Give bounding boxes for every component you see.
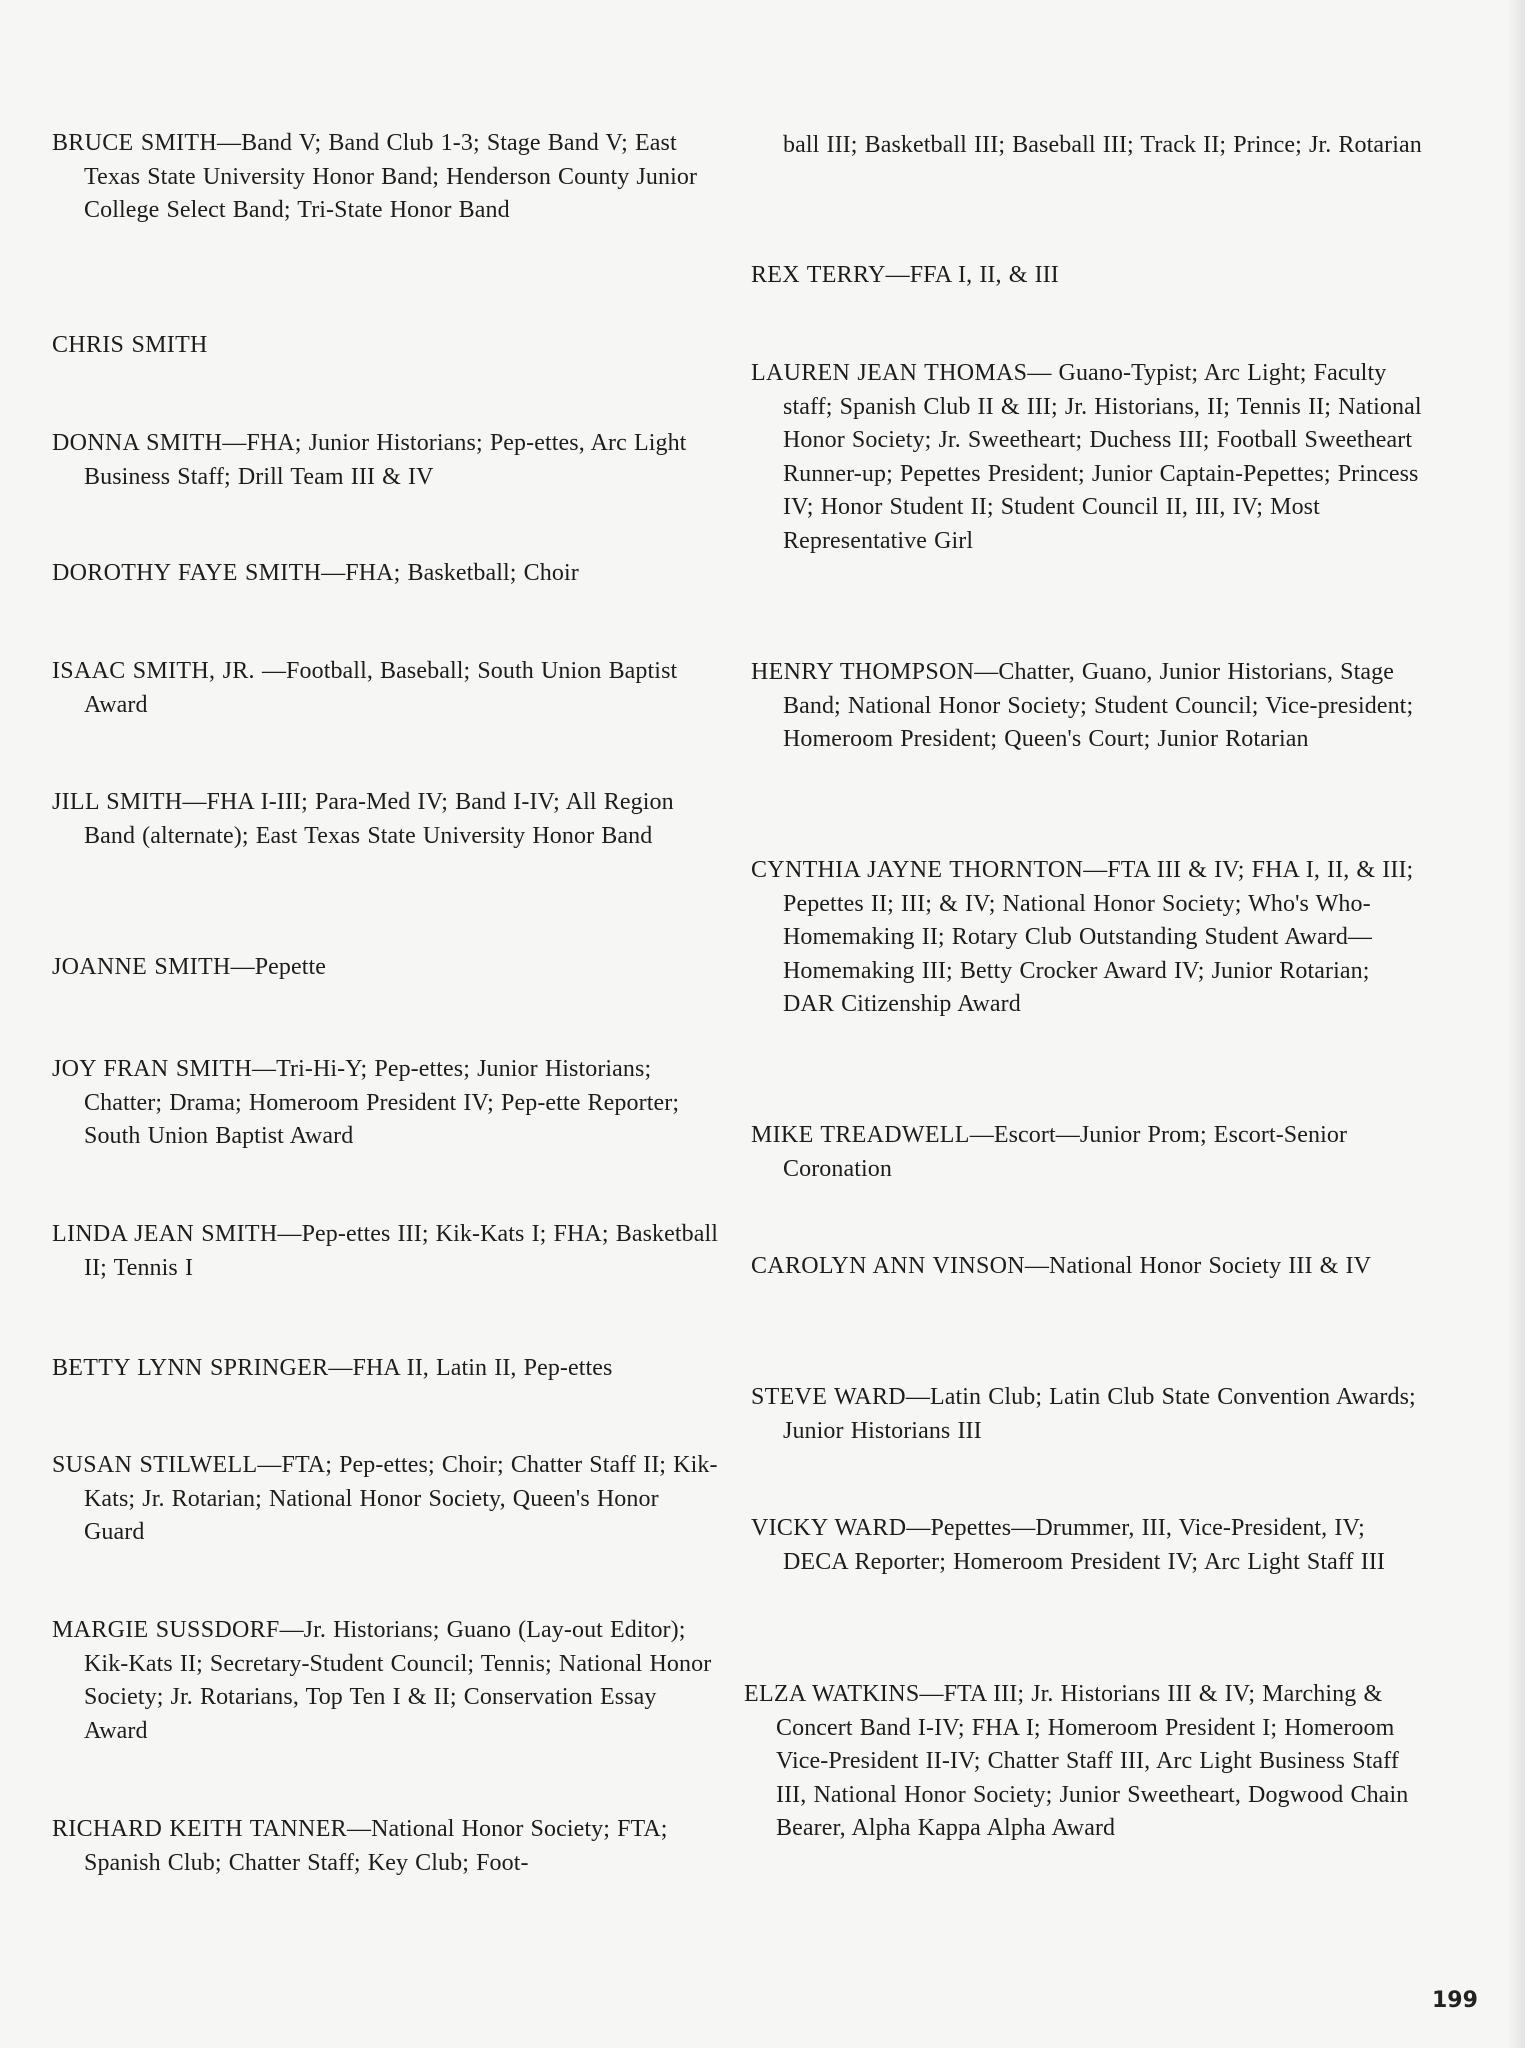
entry-rex-terry bbox=[751, 259, 1423, 293]
entry-details: —Pepettes—Drummer, III, Vice-President, IV; DECA Reporter; Homeroom President IV; Arc Light Staff III bbox=[783, 1515, 1386, 1575]
entry-name: MIKE TREADWELL bbox=[751, 1122, 970, 1148]
entry-cynthia-jayne-thornton bbox=[751, 854, 1423, 1022]
entry-details: ball III; Basketball III; Baseball III; Track II; Prince; Jr. Rotarian bbox=[783, 132, 1422, 158]
entry-chris-smith bbox=[52, 329, 724, 363]
entry-joanne-smith bbox=[52, 951, 724, 985]
entry-dorothy-faye-smith bbox=[52, 557, 724, 591]
entry-name: RICHARD KEITH TANNER bbox=[52, 1816, 347, 1842]
entry-details: —FTA III & IV; FHA I, II, & III; Pepettes II; III; & IV; National Honor Society; Who's Who-Homemaking II; Rotary Club Outstanding Student Award—Homemaking III; Betty Crocker Award IV; Junior Rotarian; DAR Citizenship Award bbox=[783, 857, 1414, 1017]
entry-details: —FHA II, Latin II, Pep-ettes bbox=[328, 1355, 613, 1381]
entry-name: CAROLYN ANN VINSON bbox=[751, 1253, 1025, 1279]
entry-details: —FHA I-III; Para-Med IV; Band I-IV; All Region Band (alternate); East Texas State University Honor Band bbox=[84, 789, 674, 849]
entry-isaac-smith bbox=[52, 655, 724, 722]
entry-details: —Jr. Historians; Guano (Lay-out Editor); Kik-Kats II; Secretary-Student Council; Tennis; National Honor Society; Jr. Rotarians, Top Ten I & II; Conservation Essay Award bbox=[84, 1617, 712, 1744]
entry-joy-fran-smith bbox=[52, 1053, 724, 1154]
entry-name: LINDA JEAN SMITH bbox=[52, 1221, 278, 1247]
entry-richard-keith-tanner bbox=[52, 1813, 724, 1880]
entry-details: — Guano-Typist; Arc Light; Faculty staff; Spanish Club II & III; Jr. Historians, II; Tennis II; National Honor Society; Jr. Sweetheart; Duchess III; Football Sweetheart Runner-up; Pepettes President; Junior Captain-Pepettes; Princess IV; Honor Student II; Student Council II, III, IV; Most Representative Girl bbox=[783, 360, 1422, 554]
entry-tanner-continued bbox=[751, 129, 1423, 163]
entry-name: DOROTHY FAYE SMITH bbox=[52, 560, 322, 586]
entry-steve-ward bbox=[751, 1381, 1423, 1448]
entry-elza-watkins bbox=[744, 1678, 1416, 1846]
entry-name: BETTY LYNN SPRINGER bbox=[52, 1355, 329, 1381]
entry-details: —FTA; Pep-ettes; Choir; Chatter Staff II; Kik-Kats; Jr. Rotarian; National Honor Society, Queen's Honor Guard bbox=[84, 1452, 718, 1545]
entry-name: SUSAN STILWELL bbox=[52, 1452, 258, 1478]
entry-donna-smith bbox=[52, 427, 724, 494]
entry-betty-lynn-springer bbox=[52, 1352, 724, 1386]
entry-bruce-smith bbox=[52, 127, 724, 228]
entry-name: HENRY THOMPSON bbox=[751, 659, 975, 685]
entry-name: JILL SMITH bbox=[52, 789, 183, 815]
entry-name: DONNA SMITH bbox=[52, 430, 223, 456]
entry-jill-smith bbox=[52, 786, 724, 853]
entry-details: —Band V; Band Club 1-3; Stage Band V; East Texas State University Honor Band; Henderson County Junior College Select Band; Tri-State Honor Band bbox=[84, 130, 698, 223]
entry-name: BRUCE SMITH bbox=[52, 130, 217, 156]
entry-name: ISAAC SMITH, JR. bbox=[52, 658, 255, 684]
entry-name: JOY FRAN SMITH bbox=[52, 1056, 253, 1082]
entry-name: REX TERRY bbox=[751, 262, 886, 288]
entry-lauren-jean-thomas bbox=[751, 357, 1423, 558]
entry-name: STEVE WARD bbox=[751, 1384, 906, 1410]
entry-name: LAUREN JEAN THOMAS bbox=[751, 360, 1028, 386]
entry-details: —Tri-Hi-Y; Pep-ettes; Junior Historians; Chatter; Drama; Homeroom President IV; Pep-ette Reporter; South Union Baptist Award bbox=[84, 1056, 680, 1149]
page-number: 199 bbox=[1432, 1988, 1478, 2013]
entry-name: JOANNE SMITH bbox=[52, 954, 231, 980]
entry-susan-stilwell bbox=[52, 1449, 724, 1550]
entry-details: —Escort—Junior Prom; Escort-Senior Coronation bbox=[783, 1122, 1348, 1182]
entry-carolyn-ann-vinson bbox=[751, 1250, 1423, 1284]
entry-vicky-ward bbox=[751, 1512, 1423, 1579]
entry-name: VICKY WARD bbox=[751, 1515, 907, 1541]
entry-details: —FTA III; Jr. Historians III & IV; Marching & Concert Band I-IV; FHA I; Homeroom President I; Homeroom Vice-President II-IV; Chatter Staff III, Arc Light Business Staff III, National Honor Society; Junior Sweetheart, Dogwood Chain Bearer, Alpha Kappa Alpha Award bbox=[776, 1681, 1409, 1841]
entry-details: —Football, Baseball; South Union Baptist Award bbox=[84, 658, 678, 718]
entry-details: —National Honor Society; FTA; Spanish Club; Chatter Staff; Key Club; Foot- bbox=[84, 1816, 668, 1876]
page-edge-shadow bbox=[1507, 0, 1525, 2048]
entry-mike-treadwell bbox=[751, 1119, 1423, 1186]
entry-details: —FFA I, II, & III bbox=[885, 262, 1059, 288]
entry-details: —Pepette bbox=[230, 954, 327, 980]
entry-margie-sussdorf bbox=[52, 1614, 724, 1748]
entry-linda-jean-smith bbox=[52, 1218, 724, 1285]
entry-henry-thompson bbox=[751, 656, 1423, 757]
entry-details: —National Honor Society III & IV bbox=[1024, 1253, 1372, 1279]
entry-details: —FHA; Basketball; Choir bbox=[321, 560, 579, 586]
entry-details: —Latin Club; Latin Club State Convention Awards; Junior Historians III bbox=[783, 1384, 1416, 1444]
entry-name: CHRIS SMITH bbox=[52, 332, 208, 358]
entry-name: MARGIE SUSSDORF bbox=[52, 1617, 280, 1643]
entry-details: —Pep-ettes III; Kik-Kats I; FHA; Basketball II; Tennis I bbox=[84, 1221, 719, 1281]
entry-name: ELZA WATKINS bbox=[744, 1681, 920, 1707]
entry-details: —FHA; Junior Historians; Pep-ettes, Arc Light Business Staff; Drill Team III & IV bbox=[84, 430, 687, 490]
entry-name: CYNTHIA JAYNE THORNTON bbox=[751, 857, 1084, 883]
entry-details: —Chatter, Guano, Junior Historians, Stage Band; National Honor Society; Student Council; Vice-president; Homeroom President; Queen's Court; Junior Rotarian bbox=[783, 659, 1414, 752]
